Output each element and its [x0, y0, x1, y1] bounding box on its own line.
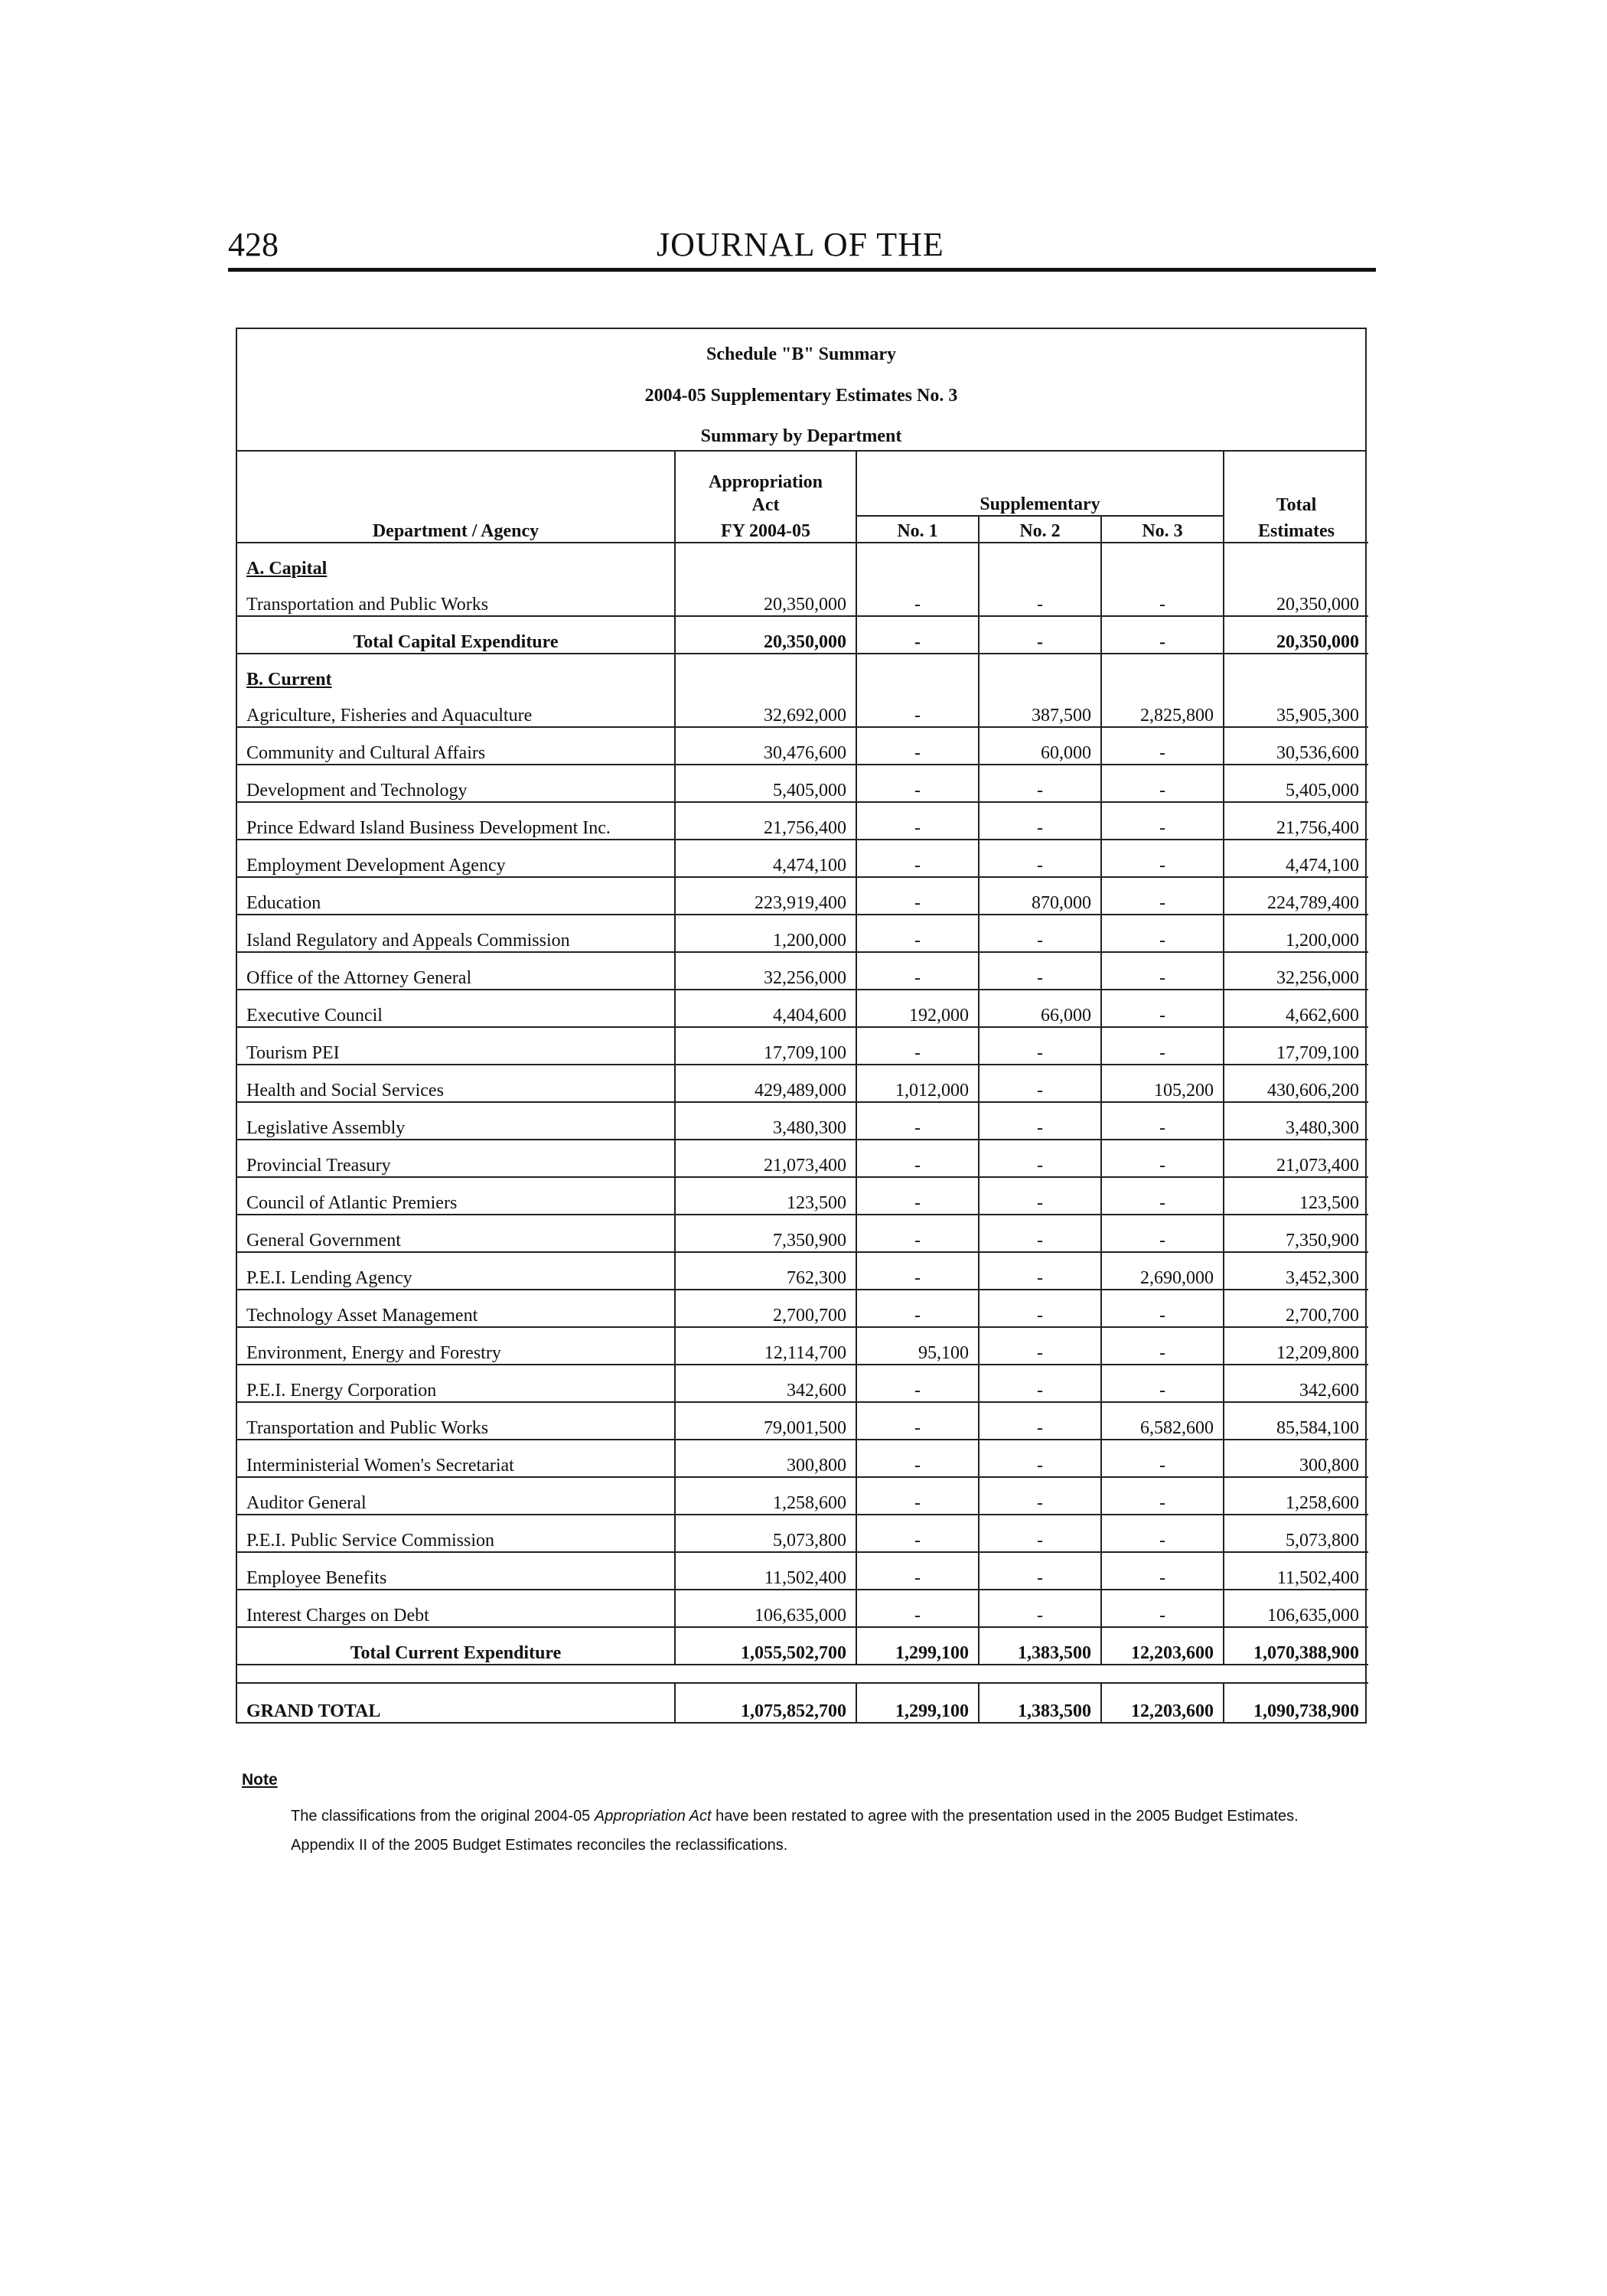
total-cell: 5,073,800: [1224, 1515, 1368, 1552]
total-cell: 2,700,700: [1224, 1290, 1368, 1327]
col-appropriation-header: Appropriation: [675, 452, 856, 493]
dept-name-cell: Employment Development Agency: [237, 840, 675, 877]
act-cell: 762,300: [675, 1252, 856, 1290]
col-no1-header: No. 1: [856, 516, 979, 543]
total-cell: 3,480,300: [1224, 1102, 1368, 1140]
page-number: 428: [228, 226, 279, 263]
dept-name-cell: Executive Council: [237, 990, 675, 1027]
no1-cell: -: [856, 1252, 979, 1290]
act-cell: 223,919,400: [675, 877, 856, 915]
no3-cell: -: [1101, 1177, 1224, 1215]
no1-cell: -: [856, 1102, 979, 1140]
table-row: [237, 1065, 1368, 1102]
empty-cell: [1224, 543, 1368, 579]
no2-cell: -: [979, 1290, 1101, 1327]
act-cell: 5,073,800: [675, 1515, 856, 1552]
dept-name-cell: Environment, Energy and Forestry: [237, 1327, 675, 1365]
empty-cell: [1101, 654, 1224, 690]
act-cell: 20,350,000: [675, 616, 856, 654]
schedule-title: Schedule "B" Summary: [706, 344, 896, 364]
no2-cell: 66,000: [979, 990, 1101, 1027]
no1-cell: 1,012,000: [856, 1065, 979, 1102]
table-row: [237, 1140, 1368, 1177]
col-total-header-line1: Total: [1224, 493, 1368, 516]
table-row: [237, 1440, 1368, 1477]
no1-cell: -: [856, 616, 979, 654]
no3-cell: -: [1101, 1477, 1224, 1515]
act-cell: 300,800: [675, 1440, 856, 1477]
no1-cell: -: [856, 952, 979, 990]
act-cell: 4,404,600: [675, 990, 856, 1027]
col-no2-header: No. 2: [979, 516, 1101, 543]
no2-cell: -: [979, 1515, 1101, 1552]
dept-name-cell: Interest Charges on Debt: [237, 1590, 675, 1627]
no3-cell: -: [1101, 1552, 1224, 1590]
dept-name-cell: Total Current Expenditure: [237, 1627, 675, 1665]
dept-name-cell: General Government: [237, 1215, 675, 1252]
no1-cell: -: [856, 1215, 979, 1252]
no3-cell: 12,203,600: [1101, 1627, 1224, 1665]
act-cell: 429,489,000: [675, 1065, 856, 1102]
no3-cell: -: [1101, 1365, 1224, 1402]
schedule-titles: [237, 329, 1365, 452]
grand-no2-cell: 1,383,500: [979, 1683, 1101, 1722]
act-cell: 106,635,000: [675, 1590, 856, 1627]
table-row: [237, 1215, 1368, 1252]
no2-cell: -: [979, 1140, 1101, 1177]
table-row: [237, 1365, 1368, 1402]
no2-cell: -: [979, 1402, 1101, 1440]
note-act-title: Appropriation Act: [594, 1808, 712, 1825]
total-cell: 32,256,000: [1224, 952, 1368, 990]
header-rule: [228, 268, 1376, 272]
act-cell: 123,500: [675, 1177, 856, 1215]
no3-cell: -: [1101, 765, 1224, 802]
total-cell: 123,500: [1224, 1177, 1368, 1215]
dept-name-cell: Technology Asset Management: [237, 1290, 675, 1327]
col-no3-header: No. 3: [1101, 516, 1224, 543]
total-cell: 21,073,400: [1224, 1140, 1368, 1177]
empty-cell: [675, 543, 856, 579]
no2-cell: -: [979, 1215, 1101, 1252]
no3-cell: -: [1101, 802, 1224, 840]
act-cell: 20,350,000: [675, 579, 856, 616]
act-cell: 32,256,000: [675, 952, 856, 990]
schedule-b-summary: [236, 328, 1367, 1724]
note-heading: Note: [242, 1771, 278, 1789]
no1-cell: 95,100: [856, 1327, 979, 1365]
dept-name-cell: Prince Edward Island Business Development Inc.: [237, 802, 675, 840]
no1-cell: -: [856, 1290, 979, 1327]
dept-name-cell: Transportation and Public Works: [237, 1402, 675, 1440]
dept-name-cell: Development and Technology: [237, 765, 675, 802]
empty-cell: [856, 543, 979, 579]
total-cell: 4,662,600: [1224, 990, 1368, 1027]
table-row: [237, 1252, 1368, 1290]
empty-cell: [856, 654, 979, 690]
table-row: [237, 877, 1368, 915]
no3-cell: -: [1101, 1290, 1224, 1327]
no3-cell: -: [1101, 1215, 1224, 1252]
total-cell: 5,405,000: [1224, 765, 1368, 802]
no1-cell: 192,000: [856, 990, 979, 1027]
act-cell: 7,350,900: [675, 1215, 856, 1252]
no2-cell: -: [979, 1327, 1101, 1365]
no3-cell: -: [1101, 1327, 1224, 1365]
table-row: [237, 690, 1368, 727]
grand-total-row: [237, 1683, 1368, 1722]
note-text-part: The classifications from the original 2004-05: [291, 1808, 595, 1825]
total-row: [237, 1627, 1368, 1665]
col-act-header: Act: [675, 493, 856, 516]
total-cell: 35,905,300: [1224, 690, 1368, 727]
no2-cell: -: [979, 1440, 1101, 1477]
act-cell: 32,692,000: [675, 690, 856, 727]
table-row: [237, 1552, 1368, 1590]
no1-cell: -: [856, 840, 979, 877]
spacer-cell: [237, 1665, 1368, 1683]
total-cell: 1,258,600: [1224, 1477, 1368, 1515]
table-row: [237, 990, 1368, 1027]
dept-name-cell: P.E.I. Energy Corporation: [237, 1365, 675, 1402]
table-row: [237, 1515, 1368, 1552]
no2-cell: -: [979, 1552, 1101, 1590]
dept-name-cell: Community and Cultural Affairs: [237, 727, 675, 765]
act-cell: 342,600: [675, 1365, 856, 1402]
header-row-bottom: [237, 516, 1368, 543]
act-cell: 79,001,500: [675, 1402, 856, 1440]
no2-cell: -: [979, 1252, 1101, 1290]
act-cell: 1,200,000: [675, 915, 856, 952]
act-cell: 21,073,400: [675, 1140, 856, 1177]
total-cell: 11,502,400: [1224, 1552, 1368, 1590]
no3-cell: -: [1101, 840, 1224, 877]
estimates-table: [237, 452, 1368, 1722]
no2-cell: -: [979, 1065, 1101, 1102]
empty-cell: [675, 654, 856, 690]
table-row: [237, 579, 1368, 616]
no1-cell: -: [856, 727, 979, 765]
act-cell: 17,709,100: [675, 1027, 856, 1065]
section-capital: [237, 543, 1368, 579]
no1-cell: -: [856, 802, 979, 840]
col-supplementary-header: Supplementary: [856, 493, 1224, 516]
act-cell: 3,480,300: [675, 1102, 856, 1140]
act-cell: 30,476,600: [675, 727, 856, 765]
total-cell: 17,709,100: [1224, 1027, 1368, 1065]
no2-cell: -: [979, 1590, 1101, 1627]
dept-name-cell: Total Capital Expenditure: [237, 616, 675, 654]
no2-cell: -: [979, 1102, 1101, 1140]
act-cell: 1,055,502,700: [675, 1627, 856, 1665]
table-row: [237, 1327, 1368, 1365]
no3-cell: -: [1101, 727, 1224, 765]
grand-total-label: GRAND TOTAL: [237, 1683, 675, 1722]
section-current: [237, 654, 1368, 690]
empty-cell: [979, 654, 1101, 690]
header-row-top: [237, 452, 1368, 493]
no1-cell: -: [856, 1140, 979, 1177]
act-cell: 21,756,400: [675, 802, 856, 840]
total-cell: 224,789,400: [1224, 877, 1368, 915]
total-cell: 85,584,100: [1224, 1402, 1368, 1440]
no1-cell: -: [856, 915, 979, 952]
no1-cell: -: [856, 1515, 979, 1552]
col-fy-header: FY 2004-05: [675, 516, 856, 543]
total-cell: 106,635,000: [1224, 1590, 1368, 1627]
no2-cell: 870,000: [979, 877, 1101, 915]
total-cell: 430,606,200: [1224, 1065, 1368, 1102]
no1-cell: -: [856, 765, 979, 802]
dept-name-cell: P.E.I. Public Service Commission: [237, 1515, 675, 1552]
dept-name-cell: P.E.I. Lending Agency: [237, 1252, 675, 1290]
total-cell: 20,350,000: [1224, 616, 1368, 654]
no2-cell: -: [979, 1177, 1101, 1215]
no3-cell: 105,200: [1101, 1065, 1224, 1102]
footnote: [242, 1771, 1390, 1860]
total-cell: 30,536,600: [1224, 727, 1368, 765]
no3-cell: -: [1101, 915, 1224, 952]
no3-cell: -: [1101, 877, 1224, 915]
dept-name-cell: Employee Benefits: [237, 1552, 675, 1590]
dept-name-cell: Health and Social Services: [237, 1065, 675, 1102]
no2-cell: 60,000: [979, 727, 1101, 765]
spacer-row: [237, 1665, 1368, 1683]
total-cell: 4,474,100: [1224, 840, 1368, 877]
table-row: [237, 952, 1368, 990]
no3-cell: 2,690,000: [1101, 1252, 1224, 1290]
dept-name-cell: Council of Atlantic Premiers: [237, 1177, 675, 1215]
note-text-part: have been restated to agree with the presentation used in the 2005 Budget Estimates. Appendix II of the 2005 Budget Estimates reconciles the reclassifications.: [291, 1808, 1299, 1854]
no3-cell: 2,825,800: [1101, 690, 1224, 727]
no3-cell: -: [1101, 616, 1224, 654]
no2-cell: -: [979, 952, 1101, 990]
empty-cell: [1224, 654, 1368, 690]
note-text: [291, 1802, 1347, 1860]
act-cell: 1,258,600: [675, 1477, 856, 1515]
no2-cell: -: [979, 915, 1101, 952]
dept-name-cell: Office of the Attorney General: [237, 952, 675, 990]
no3-cell: -: [1101, 1140, 1224, 1177]
no2-cell: -: [979, 1027, 1101, 1065]
no1-cell: -: [856, 1177, 979, 1215]
no3-cell: -: [1101, 1590, 1224, 1627]
section-label-cell: [237, 543, 675, 579]
dept-name-cell: Provincial Treasury: [237, 1140, 675, 1177]
no2-cell: 387,500: [979, 690, 1101, 727]
dept-name-cell: Legislative Assembly: [237, 1102, 675, 1140]
schedule-section-title: Summary by Department: [700, 426, 902, 446]
act-cell: 11,502,400: [675, 1552, 856, 1590]
no3-cell: -: [1101, 1102, 1224, 1140]
table-row: [237, 1177, 1368, 1215]
act-cell: 4,474,100: [675, 840, 856, 877]
schedule-subtitle: 2004-05 Supplementary Estimates No. 3: [644, 386, 958, 406]
col-total-header-line2: Estimates: [1224, 516, 1368, 543]
empty-cell: [979, 543, 1101, 579]
total-cell: 12,209,800: [1224, 1327, 1368, 1365]
no1-cell: -: [856, 1477, 979, 1515]
dept-name-cell: Tourism PEI: [237, 1027, 675, 1065]
no2-cell: -: [979, 840, 1101, 877]
grand-act-cell: 1,075,852,700: [675, 1683, 856, 1722]
total-cell: 342,600: [1224, 1365, 1368, 1402]
page-header: [228, 222, 1376, 269]
table-row: [237, 802, 1368, 840]
no3-cell: -: [1101, 1440, 1224, 1477]
dept-name-cell: Agriculture, Fisheries and Aquaculture: [237, 690, 675, 727]
no3-cell: 6,582,600: [1101, 1402, 1224, 1440]
dept-name-cell: Island Regulatory and Appeals Commission: [237, 915, 675, 952]
grand-total-cell: 1,090,738,900: [1224, 1683, 1368, 1722]
no1-cell: -: [856, 1590, 979, 1627]
journal-title: JOURNAL OF THE: [657, 226, 944, 263]
no2-cell: -: [979, 765, 1101, 802]
no1-cell: 1,299,100: [856, 1627, 979, 1665]
total-row: [237, 616, 1368, 654]
section-label: B. Current: [246, 670, 332, 690]
no3-cell: -: [1101, 990, 1224, 1027]
no2-cell: -: [979, 579, 1101, 616]
dept-name-cell: Auditor General: [237, 1477, 675, 1515]
col-dept-header: Department / Agency: [372, 521, 539, 541]
total-cell: 7,350,900: [1224, 1215, 1368, 1252]
grand-no3-cell: 12,203,600: [1101, 1683, 1224, 1722]
table-row: [237, 1477, 1368, 1515]
no1-cell: -: [856, 1440, 979, 1477]
total-cell: 300,800: [1224, 1440, 1368, 1477]
header-row-mid: [237, 493, 1368, 516]
no1-cell: -: [856, 690, 979, 727]
table-row: [237, 1027, 1368, 1065]
act-cell: 5,405,000: [675, 765, 856, 802]
grand-no1-cell: 1,299,100: [856, 1683, 979, 1722]
section-label: A. Capital: [246, 559, 328, 579]
act-cell: 12,114,700: [675, 1327, 856, 1365]
table-row: [237, 1102, 1368, 1140]
table-row: [237, 1590, 1368, 1627]
no3-cell: -: [1101, 1027, 1224, 1065]
no1-cell: -: [856, 579, 979, 616]
no3-cell: -: [1101, 952, 1224, 990]
total-cell: 20,350,000: [1224, 579, 1368, 616]
empty-cell: [1101, 543, 1224, 579]
no3-cell: -: [1101, 579, 1224, 616]
table-row: [237, 1290, 1368, 1327]
act-cell: 2,700,700: [675, 1290, 856, 1327]
dept-name-cell: Education: [237, 877, 675, 915]
no2-cell: 1,383,500: [979, 1627, 1101, 1665]
no2-cell: -: [979, 802, 1101, 840]
no2-cell: -: [979, 1365, 1101, 1402]
table-row: [237, 727, 1368, 765]
no1-cell: -: [856, 1402, 979, 1440]
dept-name-cell: Transportation and Public Works: [237, 579, 675, 616]
no2-cell: -: [979, 1477, 1101, 1515]
total-cell: 3,452,300: [1224, 1252, 1368, 1290]
total-cell: 21,756,400: [1224, 802, 1368, 840]
dept-name-cell: Interministerial Women's Secretariat: [237, 1440, 675, 1477]
table-row: [237, 840, 1368, 877]
table-row: [237, 915, 1368, 952]
no3-cell: -: [1101, 1515, 1224, 1552]
no1-cell: -: [856, 1365, 979, 1402]
no1-cell: -: [856, 1552, 979, 1590]
no1-cell: -: [856, 1027, 979, 1065]
no2-cell: -: [979, 616, 1101, 654]
total-cell: 1,200,000: [1224, 915, 1368, 952]
total-cell: 1,070,388,900: [1224, 1627, 1368, 1665]
section-label-cell: [237, 654, 675, 690]
no1-cell: -: [856, 877, 979, 915]
table-row: [237, 765, 1368, 802]
table-row: [237, 1402, 1368, 1440]
